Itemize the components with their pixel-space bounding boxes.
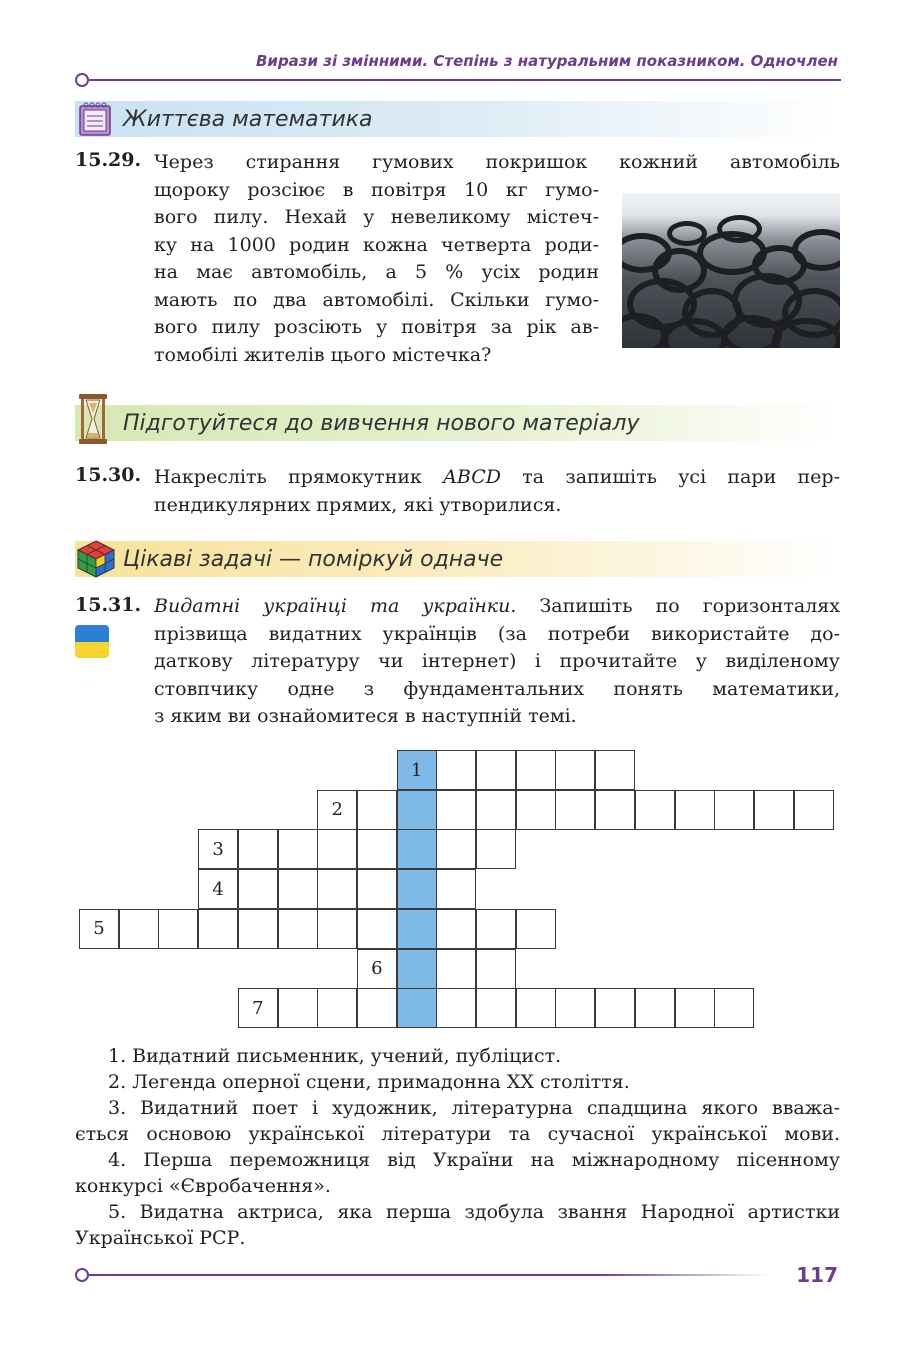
text-fragment: Накресліть прямокутник xyxy=(154,466,444,488)
crossword-cell[interactable] xyxy=(278,829,318,869)
text-line: мають по два автомобілі. Скільки гумо- xyxy=(154,288,599,311)
tires-photo xyxy=(622,193,840,348)
clue-text: 3. Видатний поет і художник, літературна спадщина якого вважа- xyxy=(108,1097,840,1119)
text-line: вого пилу. Нехай у невеликому містеч- xyxy=(154,206,599,228)
clue-3-cont: ється основою української літератури та сучасної української мови. xyxy=(75,1123,840,1145)
crossword-cell[interactable] xyxy=(555,790,595,830)
crossword-cell[interactable] xyxy=(675,988,715,1028)
rectangle-label: ABCD xyxy=(443,466,501,488)
banner-title: Цікаві задачі — поміркуй одначе xyxy=(123,546,504,572)
crossword-cell[interactable] xyxy=(595,988,635,1028)
text-line: стовпчику одне з фундаментальних понять математики, xyxy=(154,677,840,700)
crossword-cell[interactable] xyxy=(357,909,397,949)
text-line: щороку розсіює в повітря 10 кг гумо- xyxy=(154,178,599,201)
crossword-number-cell[interactable]: 5 xyxy=(79,909,119,949)
crossword-cell[interactable] xyxy=(476,949,516,989)
clue-1: 1. Видатний письменник, учений, публіцист. xyxy=(108,1045,562,1067)
crossword-key-cell[interactable] xyxy=(397,790,437,830)
banner-puzzles xyxy=(75,541,840,577)
crossword-cell[interactable] xyxy=(476,750,516,790)
header-rule xyxy=(89,79,841,81)
crossword-key-cell[interactable] xyxy=(397,829,437,869)
crossword-cell[interactable] xyxy=(714,790,754,830)
clue-2: 2. Легенда оперної сцени, примадонна XX століття. xyxy=(108,1071,630,1093)
crossword-cell[interactable] xyxy=(516,909,556,949)
problem-text-15-29 xyxy=(154,149,840,177)
crossword-cell[interactable] xyxy=(357,988,397,1028)
crossword-cell[interactable] xyxy=(675,790,715,830)
crossword-cell[interactable] xyxy=(595,790,635,830)
crossword-cell[interactable] xyxy=(238,869,278,909)
crossword-cell[interactable] xyxy=(635,988,675,1028)
crossword-cell[interactable] xyxy=(516,750,556,790)
clue-5-cont: Української РСР. xyxy=(75,1227,246,1249)
crossword-cell[interactable] xyxy=(555,750,595,790)
text-line: прізвища видатних українців (за потреби використайте до- xyxy=(154,622,840,645)
header-rule-circle xyxy=(75,73,89,87)
problem-number: 15.30. xyxy=(75,464,142,486)
banner-prepare xyxy=(75,405,840,441)
crossword-cell[interactable] xyxy=(278,909,318,949)
crossword-cell[interactable] xyxy=(794,790,834,830)
crossword-cell[interactable] xyxy=(595,750,635,790)
crossword-cell[interactable] xyxy=(516,988,556,1028)
crossword-number-cell[interactable]: 6 xyxy=(357,949,397,989)
problem-text-15-30 xyxy=(154,464,840,519)
problem-number: 15.31. xyxy=(75,594,142,616)
problem-text-15-31 xyxy=(154,593,840,731)
crossword-cell[interactable] xyxy=(436,949,476,989)
page-number: 117 xyxy=(796,1263,838,1287)
crossword-cell[interactable] xyxy=(555,988,595,1028)
crossword-cell[interactable] xyxy=(238,829,278,869)
problem-number: 15.29. xyxy=(75,149,142,171)
crossword-cell[interactable] xyxy=(476,790,516,830)
crossword-number-cell[interactable]: 1 xyxy=(397,750,437,790)
crossword-key-cell[interactable] xyxy=(397,869,437,909)
crossword-number-cell[interactable]: 3 xyxy=(198,829,238,869)
problem-text-15-29-narrow xyxy=(154,177,599,370)
crossword-key-cell[interactable] xyxy=(397,988,437,1028)
text-line: томобілі жителів цього містечка? xyxy=(154,343,492,366)
crossword-cell[interactable] xyxy=(714,988,754,1028)
crossword-cell[interactable] xyxy=(317,909,357,949)
crossword-cell[interactable] xyxy=(436,790,476,830)
text-line xyxy=(154,593,840,621)
text-line xyxy=(154,464,840,492)
running-header: Вирази зі змінними. Степінь з натуральним показником. Одночлен xyxy=(256,52,838,70)
text-line: ку на 1000 родин кожна четверта роди- xyxy=(154,233,599,256)
crossword-cell[interactable] xyxy=(754,790,794,830)
text-line: пендикулярних прямих, які утворилися. xyxy=(154,493,562,516)
crossword-cell[interactable] xyxy=(436,909,476,949)
crossword-key-cell[interactable] xyxy=(397,909,437,949)
text-fragment: та запишіть усі пари пер- xyxy=(500,466,841,488)
crossword-cell[interactable] xyxy=(436,750,476,790)
crossword-cell[interactable] xyxy=(238,909,278,949)
crossword-cell[interactable] xyxy=(357,829,397,869)
clue-text: 5. Видатна актриса, яка перша здобула звання Народної артистки xyxy=(108,1201,840,1223)
crossword-key-cell[interactable] xyxy=(397,949,437,989)
clue-4 xyxy=(75,1147,840,1173)
crossword-cell[interactable] xyxy=(317,988,357,1028)
crossword-cell[interactable] xyxy=(436,869,476,909)
text-line: з яким ви ознайомитеся в наступній темі. xyxy=(154,705,577,727)
crossword-cell[interactable] xyxy=(119,909,159,949)
crossword-cell[interactable] xyxy=(476,829,516,869)
crossword-cell[interactable] xyxy=(476,909,516,949)
crossword-cell[interactable] xyxy=(635,790,675,830)
crossword-cell[interactable] xyxy=(436,988,476,1028)
crossword-cell[interactable] xyxy=(198,909,238,949)
banner-title: Підготуйтеся до вивчення нового матеріалу xyxy=(123,410,640,436)
banner-title: Життєва математика xyxy=(123,106,373,132)
crossword-cell[interactable] xyxy=(476,988,516,1028)
crossword-number-cell[interactable]: 7 xyxy=(238,988,278,1028)
clue-4-cont: конкурсі «Євробачення». xyxy=(75,1175,331,1197)
crossword-number-cell[interactable]: 2 xyxy=(317,790,357,830)
crossword-cell[interactable] xyxy=(278,988,318,1028)
crossword-cell[interactable] xyxy=(357,869,397,909)
text-line: вого пилу розсіють у повітря за рік ав- xyxy=(154,316,599,338)
crossword-cell[interactable] xyxy=(357,790,397,830)
crossword-cell[interactable] xyxy=(158,909,198,949)
problem-title: Видатні українці та українки xyxy=(154,595,511,617)
crossword-cell[interactable] xyxy=(436,829,476,869)
banner-life-math xyxy=(75,101,840,137)
ukraine-flag-icon xyxy=(75,625,109,658)
text-line: на має автомобіль, а 5 % усіх родин xyxy=(154,261,599,283)
crossword-cell[interactable] xyxy=(317,829,357,869)
clue-list xyxy=(75,1043,840,1251)
crossword-cell[interactable] xyxy=(278,869,318,909)
clue-text: 4. Перша переможниця від України на міжнародному пісенному xyxy=(108,1149,840,1171)
crossword-number-cell[interactable]: 4 xyxy=(198,869,238,909)
text-line: Через стирання гумових покришок кожний автомобіль xyxy=(154,151,840,173)
text-fragment: . Запишіть по горизонталях xyxy=(510,595,840,617)
clue-3 xyxy=(75,1095,840,1121)
crossword-cell[interactable] xyxy=(317,869,357,909)
footer-rule-circle xyxy=(75,1268,89,1282)
crossword-cell[interactable] xyxy=(516,790,556,830)
clue-5 xyxy=(75,1199,840,1225)
text-line: даткову літературу чи інтернет) і прочитайте у виділеному xyxy=(154,650,840,672)
footer-rule xyxy=(89,1274,769,1276)
